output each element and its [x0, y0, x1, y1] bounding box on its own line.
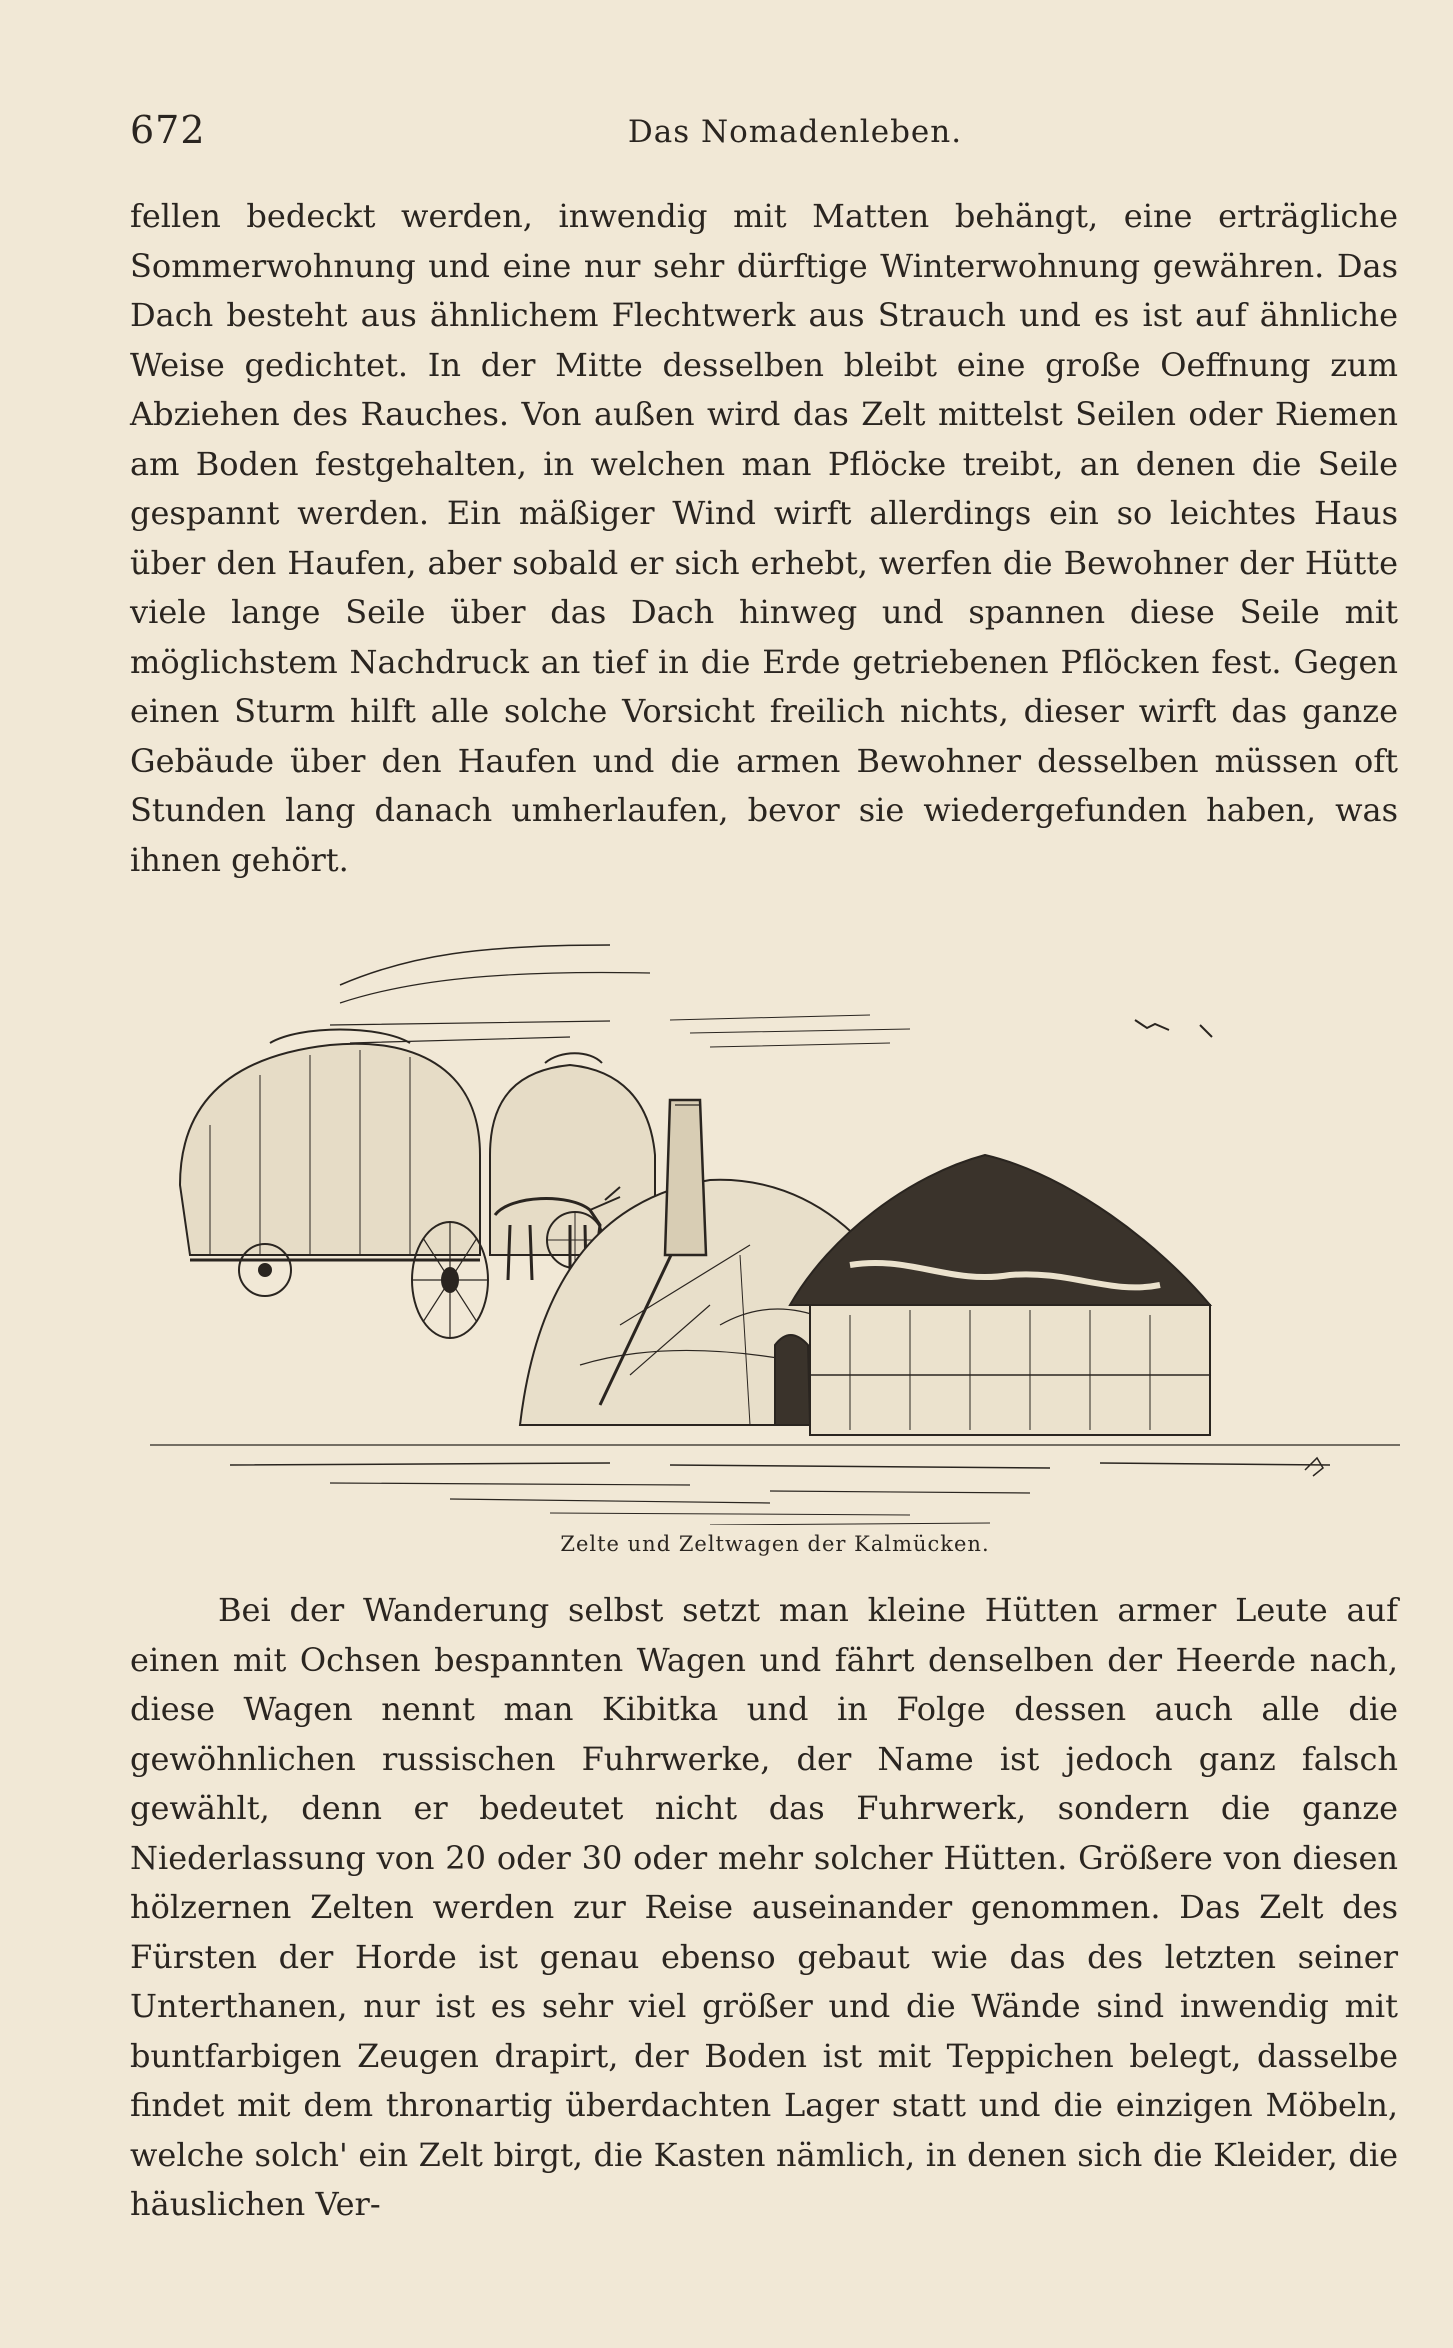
page-header: [130, 108, 1400, 168]
paragraph-1: fellen bedeckt werden, inwendig mit Matten behängt, eine erträgliche Sommerwohnung und eine nur sehr dürftige Winterwohnung gewähren. Das Dach besteht aus ähnlichem Flechtwerk aus Strauch und es ist auf ähnliche Weise gedichtet. In der Mitte desselben bleibt eine große Oeffnung zum Abziehen des Rauches. Von außen wird das Zelt mittelst Seilen oder Riemen am Boden festgehalten, in welchen man Pflöcke treibt, an denen die Seile gespannt werden. Ein mäßiger Wind wirft allerdings ein so leichtes Haus über den Haufen, aber sobald er sich erhebt, werfen die Bewohner der Hütte viele lange Seile über das Dach hinweg und spannen diese Seile mit möglichstem Nachdruck an tief in die Erde getriebenen Pflöcken fest. Gegen einen Sturm hilft alle solche Vorsicht freilich nichts, dieser wirft das ganze Gebäude über den Haufen und die armen Bewohner desselben müssen oft Stunden lang danach umherlaufen, bevor sie wiedergefunden haben, was ihnen gehört.: [130, 197, 1398, 879]
figure-caption: Zelte und Zeltwagen der Kalmücken.: [560, 1532, 990, 1556]
paragraph-2: Bei der Wanderung selbst setzt man kleine Hütten armer Leute auf einen mit Ochsen bespannten Wagen und fährt denselben der Heerde nach, diese Wagen nennt man Kibitka und in Folge dessen auch alle die gewöhnlichen russischen Fuhrwerke, der Name ist jedoch ganz falsch gewählt, denn er bedeutet nicht das Fuhrwerk, sondern die ganze Niederlassung von 20 oder 30 oder mehr solcher Hütten. Größere von diesen hölzernen Zelten werden zur Reise auseinander genommen. Das Zelt des Fürsten der Horde ist genau ebenso gebaut wie das des letzten seiner Unterthanen, nur ist es sehr viel größer und die Wände sind inwendig mit buntfarbigen Zeugen drapirt, der Boden ist mit Teppichen belegt, dasselbe findet mit dem thronartig überdachten Lager statt und die einzigen Möbeln, welche solch' ein Zelt birgt, die Kasten nämlich, in denen sich die Kleider, die häuslichen Ver-: [130, 1591, 1398, 2223]
running-title: Das Nomadenleben.: [627, 114, 963, 150]
engraving-yurts-and-wagons: [150, 925, 1400, 1525]
yurt-illustration: [150, 925, 1400, 1556]
page-number: 672: [130, 108, 206, 152]
